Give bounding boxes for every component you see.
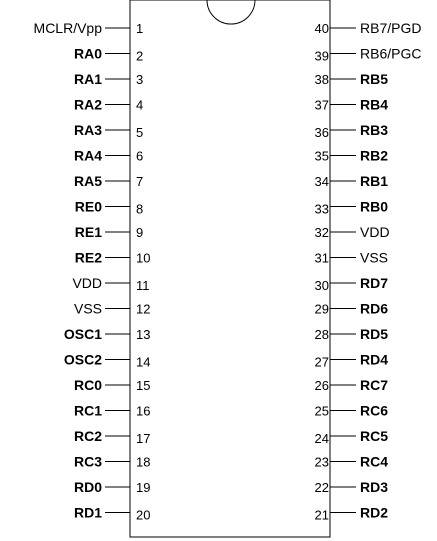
pin-32-number: 32: [314, 225, 329, 240]
pin-13-number: 13: [136, 327, 151, 342]
pin-36-label: RB3: [360, 122, 389, 138]
pin-26-label: RC7: [360, 377, 389, 393]
chip-notch: [207, 0, 255, 24]
pin-33-label: RB0: [360, 198, 389, 215]
pin-27-label: RD4: [360, 351, 389, 368]
pin-6-label: RA4: [73, 147, 102, 164]
pin-31-label: VSS: [360, 249, 389, 266]
pin-8-label: RE0: [74, 198, 102, 215]
pin-3-number: 3: [136, 72, 144, 87]
pin-32-label: VDD: [360, 224, 390, 240]
pin-group: [34, 20, 422, 523]
pin-1-number: 1: [136, 21, 144, 36]
pin-29-number: 29: [314, 301, 329, 317]
pin-28-number: 28: [314, 327, 329, 342]
pin-25-label: RC6: [360, 402, 389, 419]
chip-body: [130, 0, 330, 537]
pin-28-label: RD5: [360, 326, 389, 342]
pin-33-number: 33: [314, 201, 329, 217]
pin-38-label: RB5: [360, 71, 389, 87]
pin-17-label: RC2: [73, 428, 102, 444]
pin-20-label: RD1: [73, 504, 102, 521]
pin-35-number: 35: [314, 148, 329, 164]
pin-39-label: RB6/PGC: [360, 45, 422, 62]
pin-30-label: RD7: [360, 275, 389, 291]
pin-26-number: 26: [314, 378, 329, 393]
pin-15-number: 15: [136, 378, 151, 393]
pin-29-label: RD6: [360, 300, 389, 317]
pin-11-number: 11: [136, 278, 150, 293]
pin-35-label: RB2: [360, 147, 389, 164]
pin-19-label: RD0: [73, 479, 102, 495]
pin-4-number: 4: [136, 97, 144, 113]
pin-16-number: 16: [136, 403, 151, 419]
pin-10-label: RE2: [74, 249, 102, 266]
pin-12-number: 12: [136, 301, 151, 317]
pin-20-number: 20: [136, 507, 151, 523]
pin-25-number: 25: [314, 403, 329, 419]
pin-24-number: 24: [314, 431, 329, 446]
pin-40-number: 40: [314, 21, 329, 36]
pin-5-label: RA3: [73, 122, 102, 138]
pin-31-number: 31: [314, 250, 329, 266]
pin-11-label: VDD: [72, 275, 102, 291]
pin-6-number: 6: [136, 148, 144, 164]
pin-36-number: 36: [314, 125, 329, 140]
pin-30-number: 30: [314, 278, 329, 293]
pin-39-number: 39: [314, 48, 329, 64]
pin-3-label: RA1: [73, 71, 102, 87]
pin-38-number: 38: [314, 72, 329, 87]
pin-5-number: 5: [136, 125, 144, 140]
pin-37-label: RB4: [360, 96, 389, 113]
pin-18-label: RC3: [73, 453, 102, 470]
pin-21-label: RD2: [360, 504, 389, 521]
pin-12-label: VSS: [73, 300, 102, 317]
pin-16-label: RC1: [73, 402, 102, 419]
pin-17-number: 17: [136, 431, 151, 446]
pin-22-number: 22: [314, 480, 329, 495]
pin-15-label: RC0: [73, 377, 102, 393]
pin-34-number: 34: [314, 174, 329, 189]
pin-23-number: 23: [314, 454, 329, 470]
pin-40-label: RB7/PGD: [360, 20, 422, 36]
pin-34-label: RB1: [360, 173, 389, 189]
pin-27-number: 27: [314, 354, 329, 370]
pin-4-label: RA2: [73, 96, 102, 113]
pin-13-label: OSC1: [63, 326, 102, 342]
pin-24-label: RC5: [360, 428, 389, 444]
pin-21-number: 21: [314, 507, 329, 523]
pin-1-label: MCLR/Vpp: [33, 20, 102, 36]
pin-23-label: RC4: [360, 453, 389, 470]
pin-7-label: RA5: [73, 173, 102, 189]
pin-14-number: 14: [136, 354, 151, 370]
pin-22-label: RD3: [360, 479, 389, 495]
pin-18-number: 18: [136, 454, 151, 470]
pin-7-number: 7: [136, 174, 144, 189]
pin-8-number: 8: [136, 201, 144, 217]
pin-9-label: RE1: [74, 224, 102, 240]
pin-2-number: 2: [136, 48, 144, 64]
pin-2-label: RA0: [73, 45, 102, 62]
pin-37-number: 37: [314, 97, 329, 113]
pin-19-number: 19: [136, 480, 151, 495]
pin-9-number: 9: [136, 225, 144, 240]
pin-14-label: OSC2: [63, 351, 102, 368]
pin-10-number: 10: [136, 250, 151, 266]
